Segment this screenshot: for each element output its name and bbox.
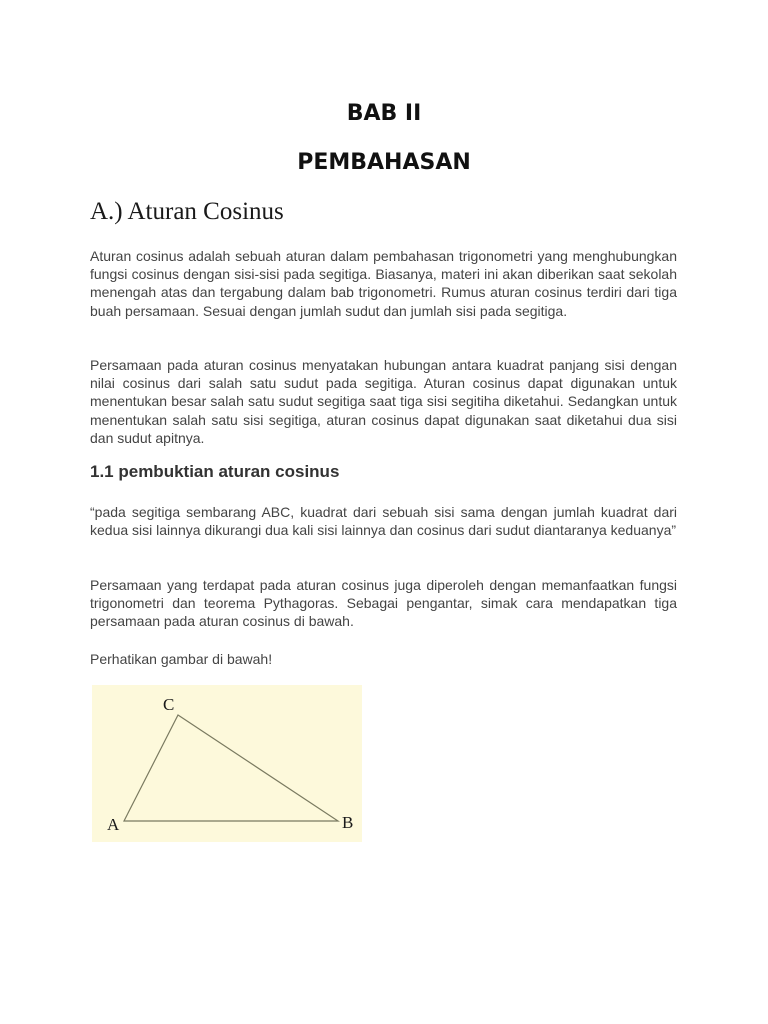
chapter-subtitle: PEMBAHASAN xyxy=(297,150,471,175)
vertex-label-b: B xyxy=(342,813,354,832)
triangle-diagram xyxy=(92,685,362,842)
paragraph-equation-relation: Persamaan pada aturan cosinus menyatakan hubungan antara kuadrat panjang sisi dengan nilai cosinus dari salah satu sudut pada segitiga. Aturan cosinus dapat digunakan untuk menentukan besar salah satu sudut segitiga saat tiga sisi segitiha diketahui. Sedangkan untuk menentukan salah satu sisi segitiga, aturan cosinus dapat digunakan saat diketahui dua sisi dan sudut apitnya. xyxy=(90,357,677,446)
paragraph-quote: “pada segitiga sembarang ABC, kuadrat dari sebuah sisi sama dengan jumlah kuadrat dari kedua sisi lainnya dikurangi dua kali sisi lainnya dan cosinus dari sudut diantaranya keduanya” xyxy=(90,504,677,539)
vertex-label-a: A xyxy=(107,815,120,834)
triangle-figure xyxy=(92,685,362,842)
subsection-heading: 1.1 pembuktian aturan cosinus xyxy=(90,462,340,481)
paragraph-see-figure: Perhatikan gambar di bawah! xyxy=(90,651,273,667)
paragraph-pythagoras: Persamaan yang terdapat pada aturan cosinus juga diperoleh dengan memanfaatkan fungsi trigonometri dan teorema Pythagoras. Sebagai pengantar, simak cara mendapatkan tiga persamaan pada aturan cosinus di bawah. xyxy=(90,577,677,630)
chapter-title: BAB II xyxy=(346,101,422,126)
triangle-abc xyxy=(124,715,338,821)
section-heading: A.) Aturan Cosinus xyxy=(90,198,284,225)
paragraph-intro: Aturan cosinus adalah sebuah aturan dalam pembahasan trigonometri yang menghubungkan fungsi cosinus dengan sisi-sisi pada segitiga. Biasanya, materi ini akan diberikan saat sekolah menengah atas dan tergabung dalam bab trigonometri. Rumus aturan cosinus terdiri dari tiga buah persamaan. Sesuai dengan jumlah sudut dan jumlah sisi pada segitiga. xyxy=(90,248,677,319)
vertex-label-c: C xyxy=(163,695,175,714)
